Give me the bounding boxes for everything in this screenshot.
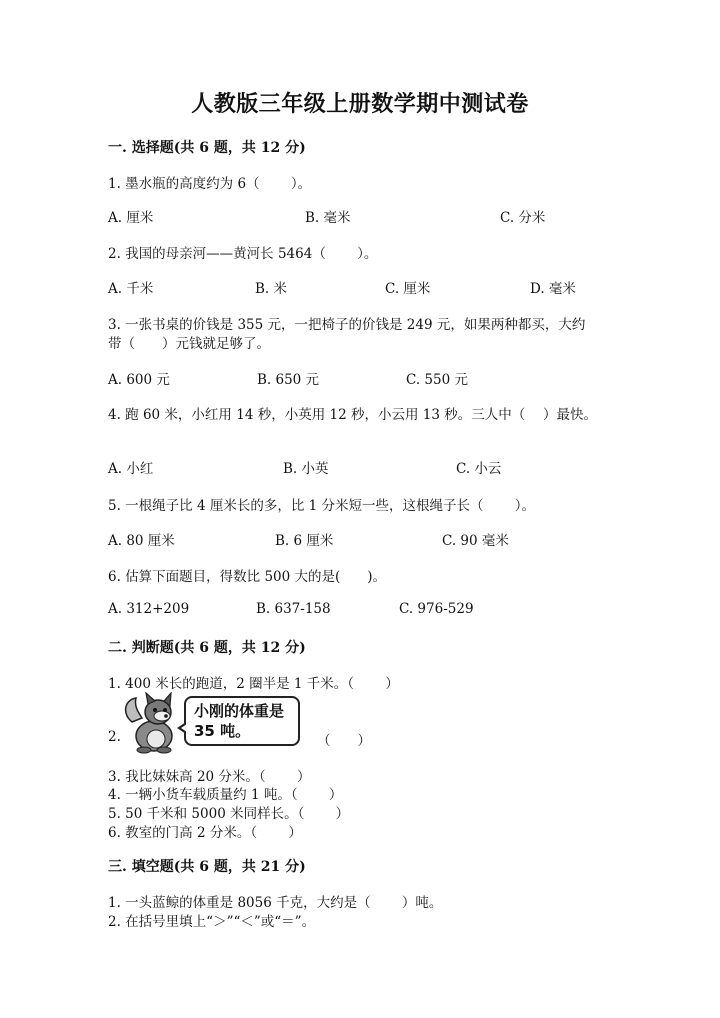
option-1-5-c: C. 90 毫米 <box>442 533 509 549</box>
judgement-item-2-blank: （ ） <box>317 733 371 749</box>
fill-item-2: 2. 在括号里填上“＞”“＜”或“＝”。 <box>108 914 316 930</box>
judgement-item-1: 1. 400 米长的跑道，2 圈半是 1 千米。（ ） <box>108 676 399 692</box>
option-1-1-c: C. 分米 <box>500 210 546 226</box>
option-1-4-b: B. 小英 <box>283 461 329 477</box>
section-heading-judgement: 二. 判断题(共 6 题，共 12 分) <box>108 640 306 656</box>
question-1-2: 2. 我国的母亲河——黄河长 5464（ ）。 <box>108 246 378 262</box>
judgement-item-3: 3. 我比妹妹高 20 分米。（ ） <box>108 769 311 785</box>
option-1-2-d: D. 毫米 <box>530 281 576 297</box>
option-1-3-c: C. 550 元 <box>406 372 468 388</box>
question-1-4: 4. 跑 60 米，小红用 14 秒，小英用 12 秒，小云用 13 秒。三人中（ ）最快。 <box>108 407 598 423</box>
question-1-3-line1: 3. 一张书桌的价钱是 355 元，一把椅子的价钱是 249 元，如果两种都买，大约 <box>108 317 586 333</box>
question-1-1: 1. 墨水瓶的高度约为 6（ ）。 <box>108 176 312 192</box>
option-1-3-b: B. 650 元 <box>257 372 320 388</box>
section-heading-choice: 一. 选择题(共 6 题，共 12 分) <box>108 140 306 156</box>
option-1-6-b: B. 637-158 <box>256 601 331 617</box>
fill-item-1: 1. 一头蓝鲸的体重是 8056 千克，大约是（ ）吨。 <box>108 895 443 911</box>
page-title: 人教版三年级上册数学期中测试卷 <box>191 91 529 117</box>
speech-bubble-tail-fill <box>181 724 187 732</box>
fox-speech-figure <box>122 692 312 754</box>
option-1-3-a: A. 600 元 <box>108 372 170 388</box>
judgement-item-5: 5. 50 千米和 5000 米同样长。（ ） <box>108 806 350 822</box>
question-1-3-line2: 带（ ）元钱就足够了。 <box>108 336 270 352</box>
option-1-4-c: C. 小云 <box>456 461 502 477</box>
option-1-2-c: C. 厘米 <box>385 281 431 297</box>
judgement-item-4: 4. 一辆小货车载质量约 1 吨。（ ） <box>108 787 343 803</box>
judgement-item-2-number: 2. <box>108 729 121 745</box>
option-1-2-b: B. 米 <box>255 281 288 297</box>
question-1-5: 5. 一根绳子比 4 厘米长的多，比 1 分米短一些，这根绳子长（ ）。 <box>108 498 536 514</box>
option-1-5-a: A. 80 厘米 <box>108 533 175 549</box>
judgement-item-6: 6. 教室的门高 2 分米。（ ） <box>108 825 302 841</box>
fox-cartoon-icon <box>122 692 182 754</box>
option-1-1-a: A. 厘米 <box>108 210 154 226</box>
option-1-5-b: B. 6 厘米 <box>275 533 334 549</box>
option-1-6-a: A. 312+209 <box>108 601 190 617</box>
speech-bubble-line-1: 小刚的体重是 <box>194 702 285 720</box>
option-1-1-b: B. 毫米 <box>305 210 351 226</box>
speech-bubble-line-2: 35 吨。 <box>194 722 251 740</box>
option-1-6-c: C. 976-529 <box>399 601 474 617</box>
section-heading-fill-blank: 三. 填空题(共 6 题，共 21 分) <box>108 859 306 875</box>
speech-bubble <box>184 696 300 746</box>
option-1-2-a: A. 千米 <box>108 281 154 297</box>
option-1-4-a: A. 小红 <box>108 461 154 477</box>
question-1-6: 6. 估算下面题目，得数比 500 大的是( )。 <box>108 569 387 585</box>
